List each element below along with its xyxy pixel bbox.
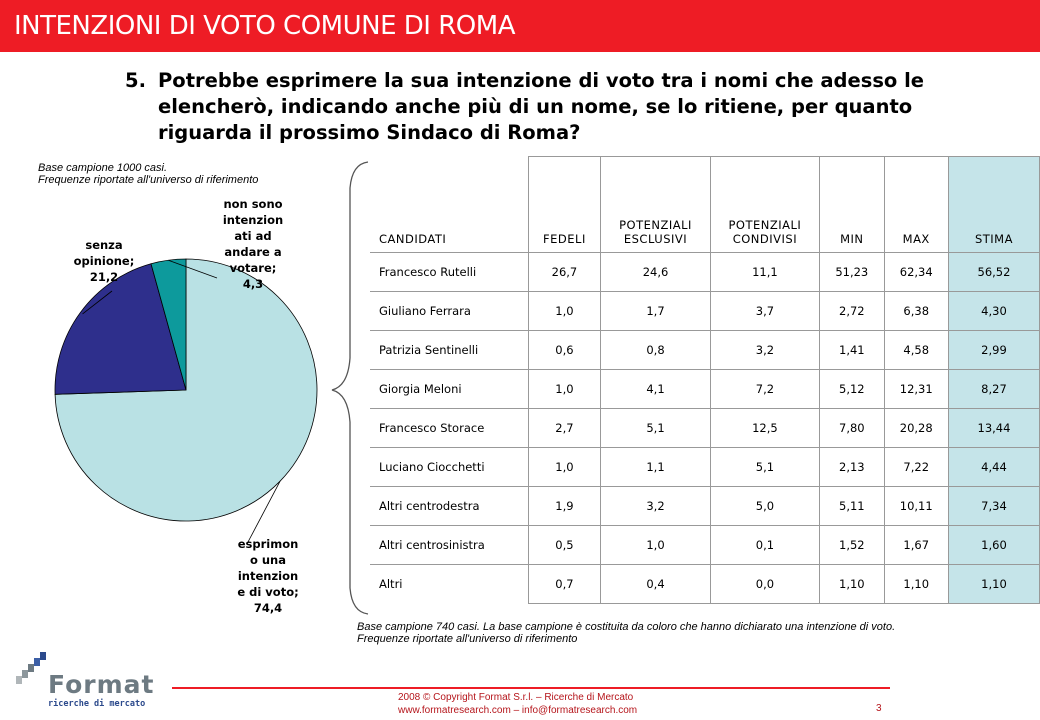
cell-fedeli: 1,9 — [528, 487, 601, 526]
page-title: INTENZIONI DI VOTO COMUNE DI ROMA — [14, 11, 515, 41]
candidate-name: Luciano Ciocchetti — [370, 448, 528, 487]
column-header-line: FEDELI — [543, 232, 586, 246]
candidate-name: Francesco Storace — [370, 409, 528, 448]
cell-esclusivi: 5,1 — [601, 409, 710, 448]
cell-condivisi: 11,1 — [710, 253, 819, 292]
cell-fedeli: 1,0 — [528, 292, 601, 331]
pie-label-line: votare; — [229, 261, 277, 275]
logo-wordmark: Format — [48, 670, 155, 699]
cell-esclusivi: 1,7 — [601, 292, 710, 331]
cell-fedeli: 0,5 — [528, 526, 601, 565]
cell-stima: 56,52 — [948, 253, 1039, 292]
cell-esclusivi: 24,6 — [601, 253, 710, 292]
format-logo — [14, 652, 164, 712]
table-row — [370, 448, 1040, 487]
column-header-min — [820, 157, 884, 253]
pie-label-line: 21,2 — [89, 270, 119, 284]
table-header-row — [370, 157, 1040, 253]
cell-max: 7,22 — [884, 448, 948, 487]
column-header-name — [370, 157, 528, 253]
pie-base-note — [38, 162, 258, 186]
column-header-line: POTENZIALI — [619, 218, 692, 232]
logo-tagline: ricerche di mercato — [48, 699, 146, 709]
cell-max: 6,38 — [884, 292, 948, 331]
cell-stima: 1,60 — [948, 526, 1039, 565]
candidate-name: Altri — [370, 565, 528, 604]
pie-label-line: 4,3 — [242, 277, 264, 291]
cell-stima: 4,44 — [948, 448, 1039, 487]
cell-stima: 2,99 — [948, 331, 1039, 370]
cell-fedeli: 1,0 — [528, 370, 601, 409]
cell-min: 7,80 — [820, 409, 884, 448]
column-header-line: MIN — [840, 232, 864, 246]
pie-label-line: 74,4 — [253, 601, 283, 615]
question-text — [158, 68, 998, 146]
cell-esclusivi: 0,8 — [601, 331, 710, 370]
table-note-line: Frequenze riportate all'universo di riferimento — [357, 633, 578, 645]
question-number: 5. — [125, 69, 146, 92]
candidates-table — [370, 156, 1040, 604]
footer-copyright: 2008 © Copyright Format S.r.l. – Ricerche di Mercato — [398, 692, 634, 703]
column-header-line: MAX — [902, 232, 930, 246]
candidate-name: Altri centrosinistra — [370, 526, 528, 565]
cell-min: 5,11 — [820, 487, 884, 526]
candidate-name: Altri centrodestra — [370, 487, 528, 526]
cell-condivisi: 0,1 — [710, 526, 819, 565]
cell-stima: 13,44 — [948, 409, 1039, 448]
candidate-name: Giuliano Ferrara — [370, 292, 528, 331]
table-row — [370, 526, 1040, 565]
table-note-line: Base campione 740 casi. La base campione è costituita da coloro che hanno dichiarato una intenzione di voto. — [357, 621, 896, 633]
cell-condivisi: 7,2 — [710, 370, 819, 409]
cell-esclusivi: 4,1 — [601, 370, 710, 409]
footer-text — [398, 691, 637, 717]
table-row — [370, 409, 1040, 448]
cell-max: 1,10 — [884, 565, 948, 604]
candidate-name: Patrizia Sentinelli — [370, 331, 528, 370]
cell-esclusivi: 0,4 — [601, 565, 710, 604]
column-header-line: STIMA — [974, 232, 1013, 246]
table-row — [370, 370, 1040, 409]
cell-min: 5,12 — [820, 370, 884, 409]
cell-condivisi: 3,7 — [710, 292, 819, 331]
pie-label-line: intenzion — [237, 569, 299, 583]
footer-contacts: www.formatresearch.com – info@formatresearch.com — [398, 705, 638, 716]
pie-label-line: non sono — [223, 197, 283, 211]
header-bar — [0, 0, 1040, 52]
cell-max: 12,31 — [884, 370, 948, 409]
cell-stima: 4,30 — [948, 292, 1039, 331]
table-row — [370, 292, 1040, 331]
table-row — [370, 331, 1040, 370]
cell-fedeli: 0,6 — [528, 331, 601, 370]
pie-label-line: e di voto; — [237, 585, 299, 599]
cell-max: 10,11 — [884, 487, 948, 526]
cell-esclusivi: 1,0 — [601, 526, 710, 565]
pie-label-line: o una — [249, 553, 287, 567]
cell-min: 1,52 — [820, 526, 884, 565]
cell-condivisi: 5,1 — [710, 448, 819, 487]
cell-min: 2,72 — [820, 292, 884, 331]
cell-esclusivi: 1,1 — [601, 448, 710, 487]
table-row — [370, 253, 1040, 292]
cell-stima: 1,10 — [948, 565, 1039, 604]
cell-condivisi: 0,0 — [710, 565, 819, 604]
pie-slice-label — [237, 537, 298, 615]
cell-esclusivi: 3,2 — [601, 487, 710, 526]
table-base-note — [357, 621, 895, 645]
question-line: riguarda il prossimo Sindaco di Roma? — [158, 121, 581, 144]
cell-condivisi: 5,0 — [710, 487, 819, 526]
pie-label-line: senza — [85, 238, 123, 252]
pie-label-line: intenzion — [222, 213, 284, 227]
cell-min: 2,13 — [820, 448, 884, 487]
column-header-fedeli — [528, 157, 601, 253]
table-row — [370, 565, 1040, 604]
candidate-name: Giorgia Meloni — [370, 370, 528, 409]
cell-min: 1,41 — [820, 331, 884, 370]
column-header-line: CONDIVISI — [732, 232, 798, 246]
column-header-max — [884, 157, 948, 253]
pie-chart — [0, 190, 340, 640]
question-line: Potrebbe esprimere la sua intenzione di voto tra i nomi che adesso le — [158, 69, 925, 92]
candidate-name: Francesco Rutelli — [370, 253, 528, 292]
pie-label-line: ati ad — [234, 229, 272, 243]
cell-max: 20,28 — [884, 409, 948, 448]
pie-label-line: opinione; — [73, 254, 135, 268]
cell-stima: 7,34 — [948, 487, 1039, 526]
pie-label-line: esprimon — [237, 537, 299, 551]
column-header-line: CANDIDATI — [379, 232, 447, 246]
cell-min: 1,10 — [820, 565, 884, 604]
cell-fedeli: 1,0 — [528, 448, 601, 487]
cell-fedeli: 2,7 — [528, 409, 601, 448]
cell-stima: 8,27 — [948, 370, 1039, 409]
cell-fedeli: 0,7 — [528, 565, 601, 604]
brace-icon — [330, 158, 370, 618]
table-row — [370, 487, 1040, 526]
column-header-line: POTENZIALI — [728, 218, 802, 232]
column-header-condivisi — [710, 157, 819, 253]
cell-max: 62,34 — [884, 253, 948, 292]
question-line: elencherò, indicando anche più di un nome, se lo ritiene, per quanto — [158, 95, 913, 118]
cell-max: 4,58 — [884, 331, 948, 370]
pie-note-line: Frequenze riportate all'universo di riferimento — [38, 174, 259, 186]
pie-note-line: Base campione 1000 casi. — [38, 162, 168, 174]
logo-steps-icon — [14, 652, 48, 688]
column-header-stima — [948, 157, 1039, 253]
cell-fedeli: 26,7 — [528, 253, 601, 292]
cell-condivisi: 12,5 — [710, 409, 819, 448]
page-number: 3 — [876, 703, 882, 714]
cell-min: 51,23 — [820, 253, 884, 292]
cell-max: 1,67 — [884, 526, 948, 565]
footer-divider — [172, 687, 890, 689]
pie-label-line: andare a — [224, 245, 282, 259]
column-header-esclusivi — [601, 157, 710, 253]
column-header-line: ESCLUSIVI — [623, 232, 688, 246]
cell-condivisi: 3,2 — [710, 331, 819, 370]
